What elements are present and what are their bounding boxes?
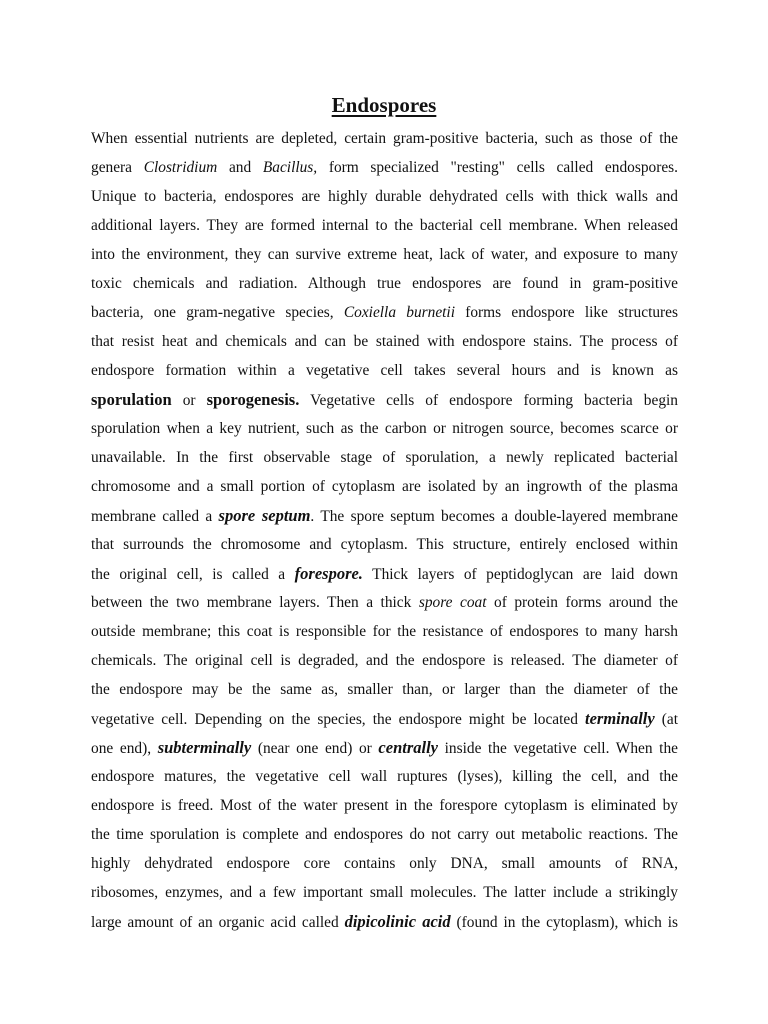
text-run: genera [91,159,144,176]
text-run: bacteria, one gram-negative species, [91,304,344,321]
text-run: . The spore septum becomes a double-layered membrane [310,508,678,525]
text-run: membrane called a [91,508,219,525]
text-line [91,704,678,733]
text-line [91,646,678,675]
text-run: Unique to bacteria, endospores are highly durable dehydrated cells with thick walls and [91,188,678,205]
text-run: forms endospore like structures [455,304,678,321]
bold-term: sporogenesis. [206,390,300,409]
italic-term: Clostridium [143,159,218,176]
text-run: between the two membrane layers. Then a thick [91,594,419,611]
text-run: and [217,159,263,176]
body-paragraph [91,124,678,936]
text-line [91,559,678,588]
text-run: Vegetative cells of endospore forming bacteria begin [299,392,678,409]
text-run: (at [654,711,678,728]
bold-italic-term: spore septum [218,506,311,525]
text-run: the original cell, is called a [91,566,295,583]
bold-italic-term: subterminally [157,738,252,757]
text-run: highly dehydrated endospore core contains only DNA, small amounts of RNA, [91,855,678,872]
text-run: When essential nutrients are depleted, certain gram-positive bacteria, such as those of the [91,130,678,147]
text-run: inside the vegetative cell. When the [438,740,678,757]
text-line [91,385,678,414]
italic-term: spore coat [418,594,487,611]
text-line [91,298,678,327]
text-run: that surrounds the chromosome and cytoplasm. This structure, entirely enclosed within [91,536,678,553]
text-line [91,240,678,269]
text-line [91,124,678,153]
text-run: into the environment, they can survive extreme heat, lack of water, and exposure to many [91,246,678,263]
text-run: Thick layers of peptidoglycan are laid down [362,566,678,583]
italic-term: Coxiella burnetii [343,304,455,321]
text-run: (found in the cytoplasm), which is [450,914,678,931]
text-line [91,733,678,762]
bold-italic-term: terminally [585,709,655,728]
text-line [91,327,678,356]
text-run: (near one end) or [251,740,379,757]
text-line [91,414,678,443]
text-run: or [171,392,207,409]
text-line [91,501,678,530]
text-line [91,472,678,501]
text-run: unavailable. In the first observable stage of sporulation, a newly replicated bacterial [91,449,678,466]
text-run: ribosomes, enzymes, and a few important small molecules. The latter include a strikingly [91,884,678,901]
text-line [91,907,678,936]
text-run: endospore matures, the vegetative cell wall ruptures (lyses), killing the cell, and the [91,768,678,785]
text-run: vegetative cell. Depending on the species, the endospore might be located [91,711,586,728]
text-line [91,356,678,385]
text-run: toxic chemicals and radiation. Although true endospores are found in gram-positive [91,275,678,292]
bold-italic-term: centrally [378,738,438,757]
text-run: endospore formation within a vegetative cell takes several hours and is known as [91,362,678,379]
text-run: the endospore may be the same as, smaller than, or larger than the diameter of the [91,681,678,698]
text-line [91,849,678,878]
text-line [91,762,678,791]
bold-italic-term: dipicolinic acid [344,912,451,931]
text-run: the time sporulation is complete and endospores do not carry out metabolic reactions. The [91,826,678,843]
text-line [91,820,678,849]
bold-italic-term: forespore. [294,564,363,583]
text-run: chemicals. The original cell is degraded, and the endospore is released. The diameter of [91,652,678,669]
italic-term: Bacillus, [262,159,318,176]
text-line [91,269,678,298]
text-line [91,791,678,820]
text-line [91,182,678,211]
text-run: form specialized "resting" cells called endospores. [317,159,678,176]
text-run: endospore is freed. Most of the water present in the forespore cytoplasm is eliminated by [91,797,678,814]
text-line [91,675,678,704]
text-line [91,878,678,907]
document-title: Endospores [331,93,437,117]
text-run: outside membrane; this coat is responsible for the resistance of endospores to many harsh [91,623,678,640]
text-line [91,588,678,617]
text-run: of protein forms around the [486,594,678,611]
text-run: large amount of an organic acid called [91,914,345,931]
text-line [91,153,678,182]
text-run: additional layers. They are formed internal to the bacterial cell membrane. When released [91,217,678,234]
text-line [91,443,678,472]
text-line [91,530,678,559]
bold-term: sporulation [91,390,172,409]
text-run: that resist heat and chemicals and can be stained with endospore stains. The process of [91,333,678,350]
text-line [91,211,678,240]
text-line [91,617,678,646]
text-run: chromosome and a small portion of cytoplasm are isolated by an ingrowth of the plasma [91,478,678,495]
text-run: sporulation when a key nutrient, such as the carbon or nitrogen source, becomes scarce or [91,420,678,437]
text-run: one end), [91,740,158,757]
